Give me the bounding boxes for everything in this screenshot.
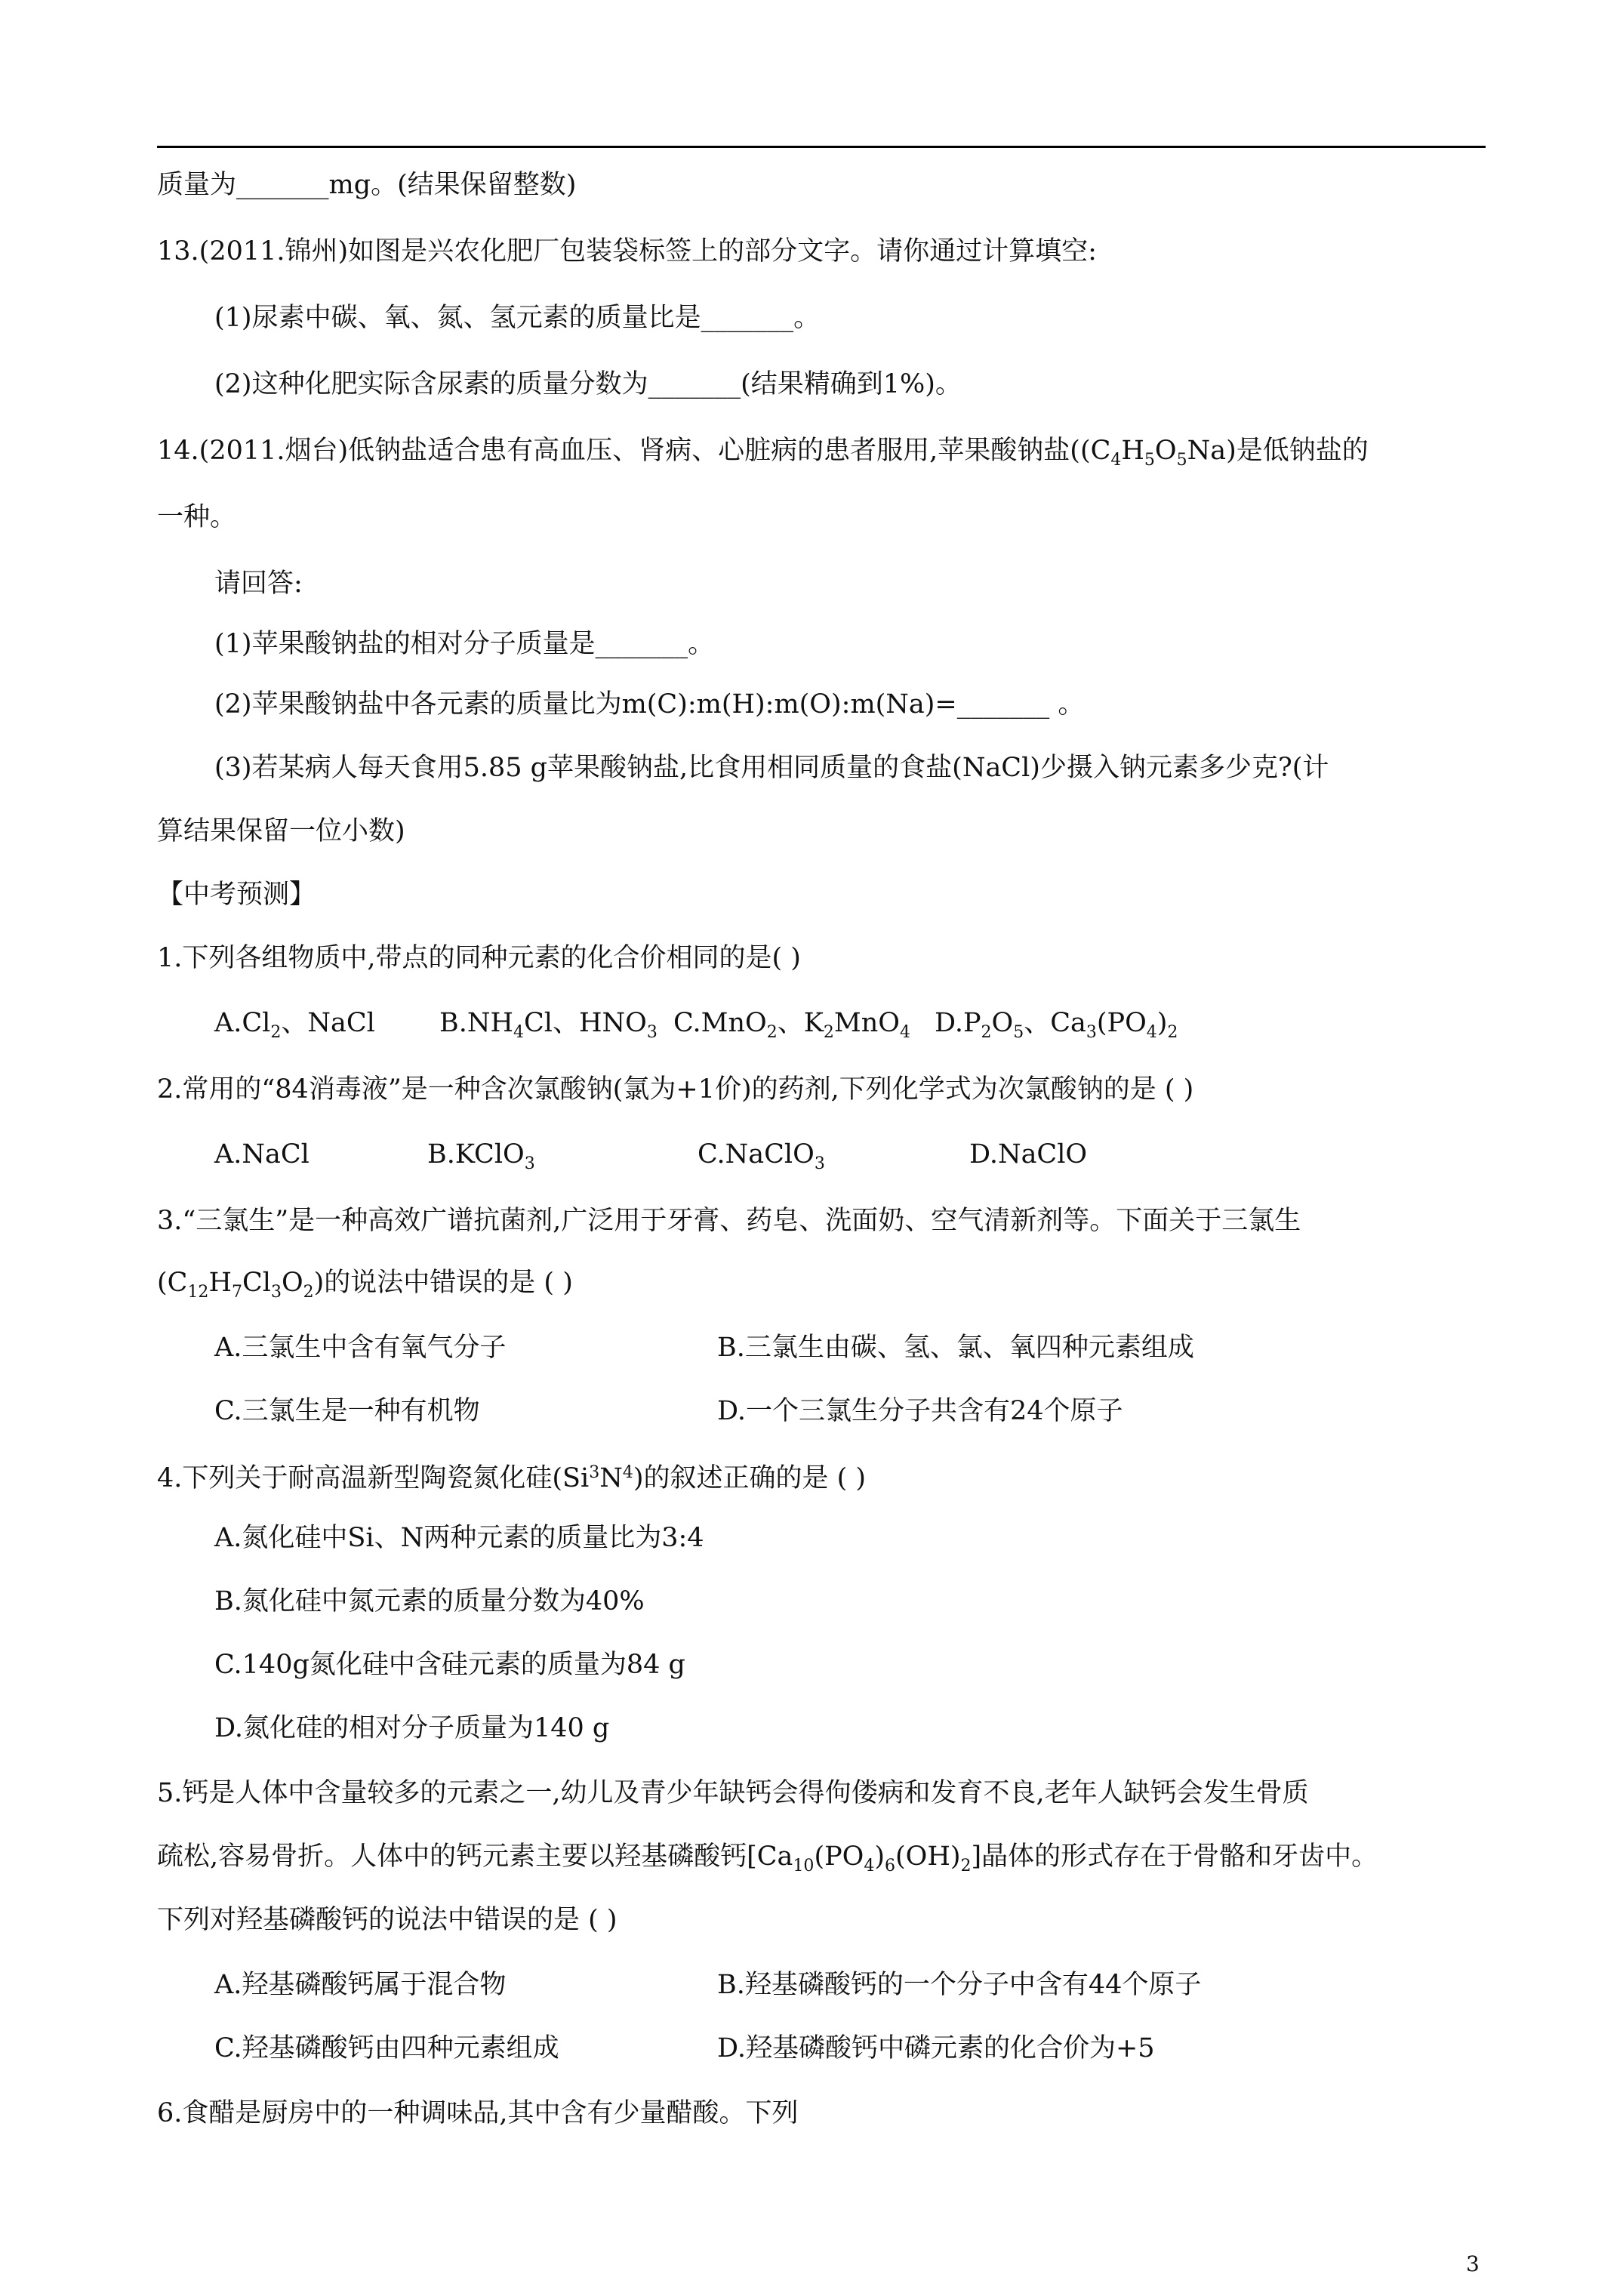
question-3-option-a: A.三氯生中含有氧气分子 (214, 1333, 507, 1363)
question-5-option-a: A.羟基磷酸钙属于混合物 (214, 1970, 507, 2000)
header-rule (157, 146, 1486, 148)
option-d: $D.P_2O_5$、$Ca_3(PO_4)_2$ (935, 1008, 1178, 1042)
question-14-part-2: (2)苹果酸钠盐中各元素的质量比为m(C):m(H):m(O):m(Na)=_______ 。 (214, 689, 1085, 720)
prediction-question-2: 2.常用的“84消毒液”是一种含次氯酸钠(氯为+1价)的药剂,下列化学式为次氯酸钠的是 ( ) (157, 1074, 1194, 1105)
prediction-question-4: 4.下列关于耐高温新型陶瓷氮化硅$(Si^3N^4)$的叙述正确的是 ( ) (157, 1463, 867, 1493)
question-5-option-c: C.羟基磷酸钙由四种元素组成 (214, 2033, 559, 2063)
question-14-part-3: (3)若某病人每天食用5.85 g苹果酸钠盐,比食用相同质量的食盐(NaCl)少摄入钠元素多少克?(计 (214, 753, 1329, 783)
page-number: 3 (1466, 2251, 1480, 2276)
chem-formula: $_{10}(PO_4)_6(OH)_2$ (793, 1841, 972, 1875)
prediction-question-5-continued: 疏松,容易骨折。人体中的钙元素主要以羟基磷酸钙$[Ca_{10}(PO_4)_6(OH)_2]$晶体的形式存在于骨骼和牙齿中。 (157, 1841, 1378, 1875)
question-3-option-c: C.三氯生是一种有机物 (214, 1396, 480, 1426)
question-13-part-1: (1)尿素中碳、氧、氮、氢元素的质量比是_______。 (214, 303, 821, 333)
prediction-question-6: 6.食醋是厨房中的一种调味品,其中含有少量醋酸。下列 (157, 2098, 799, 2128)
text-line: 质量为_______mg。(结果保留整数) (157, 170, 577, 200)
option-b: $B.NH_4Cl$、$HNO_3$ (439, 1008, 658, 1042)
question-13-part-2: (2)这种化肥实际含尿素的质量分数为_______(结果精确到1%)。 (214, 369, 962, 399)
prediction-question-3-continued: $(C_{12}H_7Cl_3O_2)$的说法中错误的是 ( ) (157, 1268, 573, 1302)
question-5-option-b: B.羟基磷酸钙的一个分子中含有44个原子 (717, 1970, 1202, 2000)
question-13: 13.(2011.锦州)如图是兴农化肥厂包装袋标签上的部分文字。请你通过计算填空: (157, 236, 1097, 267)
question-4-option-d: D.氮化硅的相对分子质量为140 g (214, 1713, 610, 1743)
option-c: C.NaClO$_3$ (698, 1139, 825, 1173)
question-14-continued: 一种。 (157, 502, 237, 532)
question-4-option-a: A.氮化硅中Si、N两种元素的质量比为3:4 (214, 1523, 704, 1553)
question-14-part-3-continued: 算结果保留一位小数) (157, 816, 405, 846)
question-3-option-d: D.一个三氯生分子共含有24个原子 (717, 1396, 1123, 1426)
option-d: D.NaClO (969, 1139, 1088, 1170)
chem-formula: ($C_{12}H_7Cl_3O_2$ (157, 1268, 314, 1302)
option-b: B.KClO$_3$ (427, 1139, 535, 1173)
option-c: C.MnO$_2$、$K_2MnO_4$ (673, 1008, 910, 1042)
question-4-option-c: C.140g氮化硅中含硅元素的质量为84 g (214, 1650, 685, 1680)
question-5-option-d: D.羟基磷酸钙中磷元素的化合价为+5 (717, 2033, 1155, 2063)
please-answer-label: 请回答: (214, 569, 303, 599)
prediction-question-5: 5.钙是人体中含量较多的元素之一,幼儿及青少年缺钙会得佝偻病和发育不良,老年人缺钙会发生骨质 (157, 1778, 1309, 1808)
section-title: 【中考预测】 (157, 880, 316, 910)
question-14-part-1: (1)苹果酸钠盐的相对分子质量是_______。 (214, 629, 715, 659)
chem-formula: ($C_4H_5O_5$ (1079, 436, 1187, 470)
prediction-question-5-prompt: 下列对羟基磷酸钙的说法中错误的是 ( ) (157, 1905, 617, 1935)
prediction-question-3: 3.“三氯生”是一种高效广谱抗菌剂,广泛用于牙膏、药皂、洗面奶、空气清新剂等。下面关于三氯生 (157, 1206, 1301, 1236)
question-4-option-b: B.氮化硅中氮元素的质量分数为40% (214, 1586, 645, 1616)
chem-formula: $^3N^4$ (589, 1463, 633, 1493)
prediction-question-1: 1.下列各组物质中,带点的同种元素的化合价相同的是( ) (157, 943, 801, 973)
question-3-option-b: B.三氯生由碳、氢、氯、氧四种元素组成 (717, 1333, 1194, 1363)
option-a: $A.Cl_2$、NaCl (214, 1008, 375, 1042)
question-14: 14.(2011.烟台)低钠盐适合患有高血压、肾病、心脏病的患者服用,苹果酸钠盐($(C_4H_5O_5Na)$是低钠盐的 (157, 436, 1369, 470)
option-a: A.NaCl (214, 1139, 310, 1170)
